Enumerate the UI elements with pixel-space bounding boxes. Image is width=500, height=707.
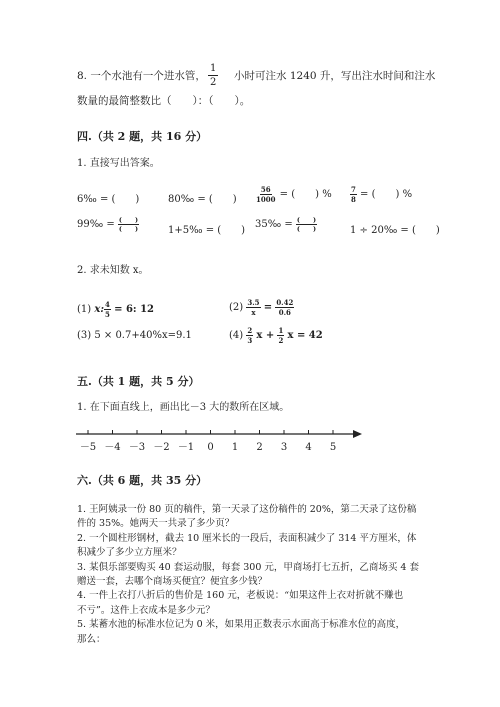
number-line-tick-label: 1 — [231, 442, 239, 453]
calc-56-rest: = ( ) % — [276, 189, 332, 200]
calc-99-pre: 99‰ = — [77, 219, 115, 230]
number-line-tick-label: －4 — [104, 442, 121, 453]
frac-7-num: 7 — [351, 185, 356, 194]
number-line-tick-label: －3 — [128, 442, 146, 453]
eq1-x: x: — [94, 304, 105, 315]
eq2-frac-num: 3.5 — [247, 298, 260, 307]
calc-1-div-20permille: 1 ÷ 20‰ = ( ) — [350, 225, 440, 236]
number-line-tick-label: 4 — [305, 442, 312, 453]
calc-1plus5permille: 1+5‰ = ( ) — [168, 225, 246, 236]
calc-6permille: 6‰ = ( ) — [77, 194, 140, 205]
eq4-label: (4) — [229, 330, 244, 341]
s6-line: 赠送一套，去哪个商场买便宜？便宜多少钱？ — [77, 576, 268, 588]
frac-8-den: 8 — [351, 195, 356, 204]
section4-q1-title: 1. 直接写出答案。 — [77, 158, 160, 169]
number-line-tick-label: －5 — [79, 442, 97, 453]
q8-frac-den: 2 — [210, 77, 217, 88]
eq1-rest: = 6: 12 — [114, 304, 154, 315]
q8-text-part1: 8. 一个水池有一个进水管， — [77, 70, 206, 82]
number-line — [70, 420, 370, 460]
q8-frac-num: 1 — [210, 63, 217, 74]
eq1-label: (1) — [77, 304, 92, 315]
eq2-frac2-den: 0.6 — [278, 308, 291, 317]
s6-line: 2. 一个圆柱形钢材，截去 10 厘米长的一段后，表面积减少了 314 平方厘米，体 — [77, 532, 417, 544]
s6-line: 4. 一件上衣打八折后的售价是 160 元，老板说：“如果这件上衣对折就不赚也 — [77, 590, 404, 602]
s6-line: 不亏”。这件上衣成本是多少元？ — [77, 604, 215, 616]
section5-title: 五.（共 1 题，共 5 分） — [77, 375, 200, 388]
s6-line: 3. 某俱乐部要购买 40 套运动服，每套 300 元，甲商场打七五折，乙商场买 4 套 — [77, 561, 419, 573]
eq4-mid: x + — [256, 330, 275, 341]
number-line-tick-label: 5 — [329, 442, 337, 453]
eq4-frac2-num: 1 — [278, 326, 284, 335]
calc-99-den: ( ) — [118, 225, 139, 233]
calc-35-num: ( ) — [296, 216, 317, 224]
calc-35-den: ( ) — [296, 225, 317, 233]
calc-99permille — [77, 216, 139, 233]
frac-56-den: 1000 — [256, 195, 276, 204]
q8-text-part2: 小时可注水 1240 升，写出注水时间和注水 — [234, 70, 436, 82]
eq1-frac-den: 5 — [105, 310, 110, 319]
calc-35permille — [255, 216, 317, 233]
calc-7-over-8 — [350, 185, 412, 204]
eq4-frac2-den: 2 — [278, 336, 284, 345]
section6-title: 六.（共 6 题，共 35 分） — [77, 474, 208, 487]
equation-3: (3) 5 × 0.7+40%x=9.1 — [77, 330, 192, 341]
section5-q1: 1. 在下面直线上，画出比－3 大的数所在区域。 — [77, 402, 290, 413]
q8-text-line2: 数量的最简整数比（ ）：（ ）。 — [77, 95, 251, 107]
calc-35-pre: 35‰ = — [255, 219, 293, 230]
eq4-frac-num: 2 — [247, 326, 253, 335]
number-line-tick-label: 3 — [280, 442, 288, 453]
eq4-rest: x = 42 — [287, 330, 323, 341]
eq4-frac-den: 3 — [247, 336, 253, 345]
eq2-eq: = — [263, 302, 273, 313]
section4-q2-title: 2. 求未知数 x。 — [77, 265, 149, 276]
calc-99-num: ( ) — [118, 216, 139, 224]
equation-2 — [229, 298, 294, 317]
calc-80permille: 80‰ = ( ) — [168, 194, 237, 205]
eq2-frac2-num: 0.42 — [276, 298, 294, 307]
s6-line: 1. 王阿姨录一份 80 页的稿件，第一天录了这份稿件的 20%，第二天录了这份稿 — [77, 504, 417, 515]
number-line-tick-label: 0 — [207, 442, 214, 453]
q8-fraction — [208, 62, 218, 89]
eq1-frac-num: 4 — [105, 300, 110, 309]
s6-line: 那么： — [77, 633, 106, 645]
s6-line: 积减少了多少立方厘米？ — [77, 547, 182, 559]
calc-7-rest: = ( ) % — [356, 189, 413, 200]
calc-56-over-1000 — [255, 185, 332, 204]
number-line-tick-label: －2 — [153, 442, 170, 453]
s6-line: 件的 35%。她两天一共录了多少页？ — [77, 518, 235, 530]
eq2-label: (2) — [229, 302, 244, 313]
equation-4 — [229, 326, 323, 345]
section6-questions — [77, 503, 419, 647]
eq2-frac-den: x — [251, 308, 256, 317]
number-line-arrow-icon — [353, 430, 362, 438]
frac-56-num: 56 — [260, 185, 271, 194]
equation-1 — [77, 300, 154, 319]
section4-title: 四.（共 2 题，共 16 分） — [77, 130, 208, 143]
s6-line: 5. 某蓄水池的标准水位记为 0 米，如果用正数表示水面高于标准水位的高度， — [77, 619, 406, 631]
number-line-tick-label: －1 — [177, 442, 195, 453]
number-line-tick-label: 2 — [256, 442, 263, 453]
